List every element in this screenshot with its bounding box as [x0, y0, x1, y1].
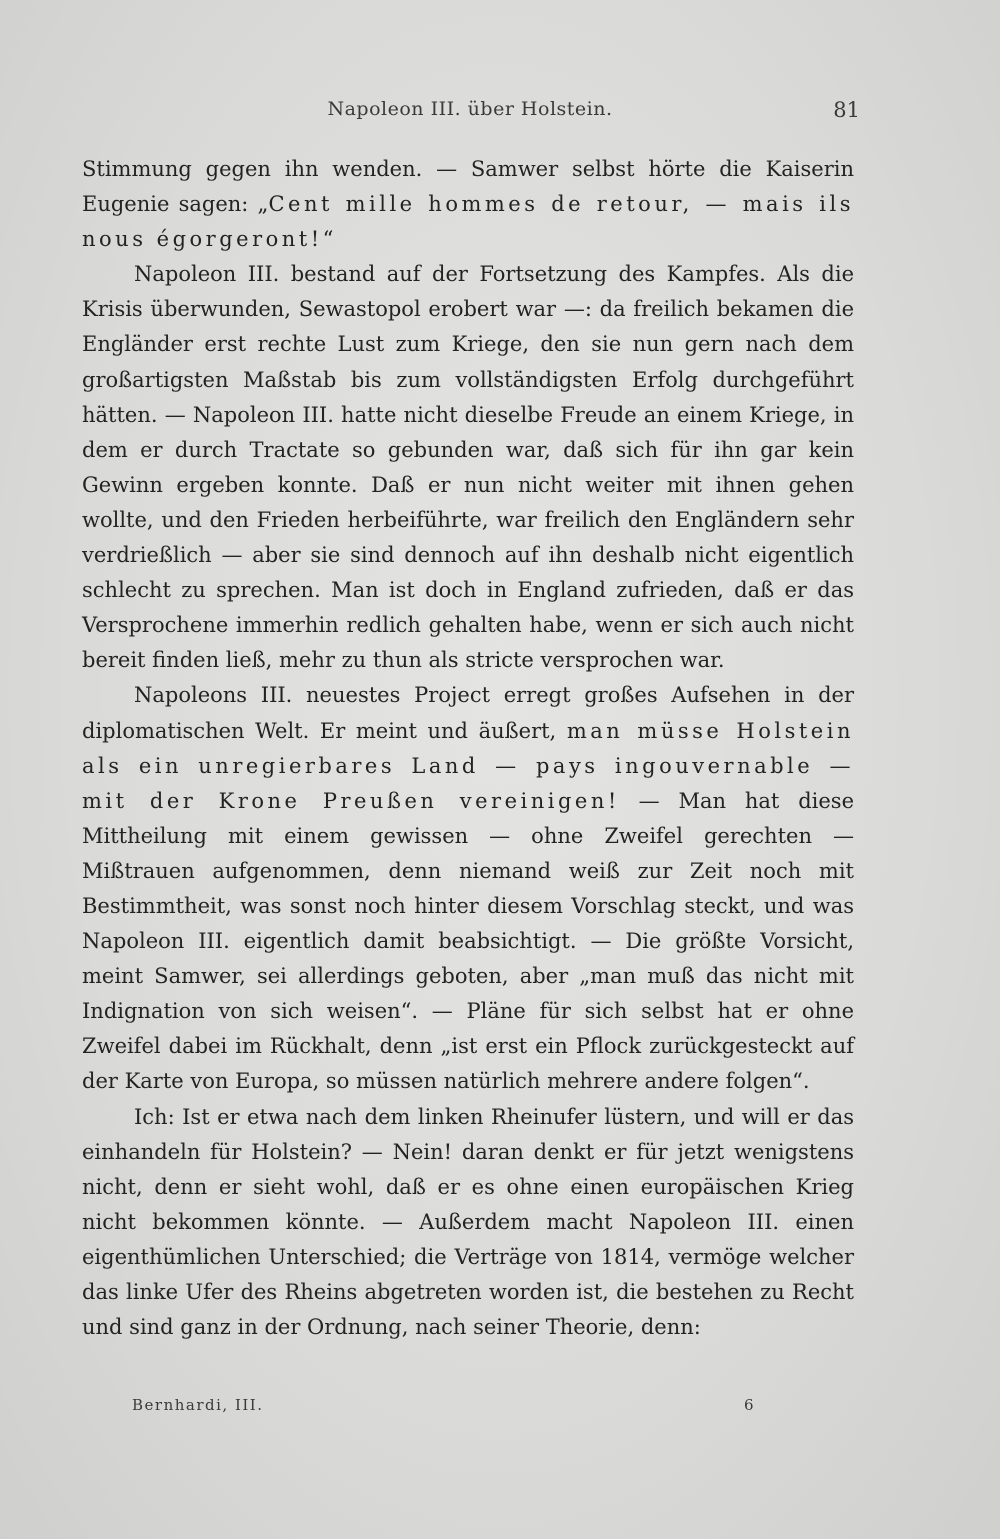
paragraph-3-segment-1: Napoleons III. neuestes Project erregt großes Aufsehen in der diplomatischen Welt. Er meint und äußert,: [82, 683, 854, 743]
running-title: Napoleon III. über Holstein.: [327, 98, 613, 120]
paragraph-3-segment-3: — Man hat diese Mittheilung mit einem gewissen — ohne Zweifel gerechten — Mißtrauen aufgenommen, denn niemand weiß zur Zeit noch mit Bestimmtheit, was sonst noch hinter diesem Vorschlag steckt, und was Napoleon III. eigentlich damit beabsichtigt. — Die größte Vorsicht, meint Samwer, sei allerdings geboten, aber „man muß das nicht mit Indignation von sich weisen“. — Pläne für sich selbst hat er ohne Zweifel dabei im Rückhalt, denn „ist erst ein Pflock zurückgesteckt auf der Karte von Europa, so müssen natürlich mehrere andere folgen“.: [82, 788, 854, 1094]
paragraph-4: [82, 1100, 854, 1346]
page-number: 81: [833, 98, 860, 122]
printer-signature: Bernhardi, III.: [132, 1396, 264, 1414]
sheet-number: 6: [744, 1396, 754, 1414]
paragraph-2: [82, 257, 854, 678]
page-footer: [132, 1396, 772, 1426]
body-text: [82, 152, 854, 1345]
paragraph-3: [82, 678, 854, 1099]
paragraph-2-segment-1: Napoleon III. bestand auf der Fortsetzung des Kampfes. Als die Krisis überwunden, Sewastopol erobert war —: da freilich bekamen die Engländer erst rechte Lust zum Kriege, den sie nun gern nach dem großartigsten Maßstab bis zum vollständigsten Erfolg durchgeführt hätten. — Napoleon III. hatte nicht dieselbe Freude an einem Kriege, in dem er durch Tractate so gebunden war, daß sich für ihn gar kein Gewinn ergeben konnte. Daß er nun nicht weiter mit ihnen gehen wollte, und den Frieden herbeiführte, war freilich den Engländern sehr verdrießlich — aber sie sind dennoch auf ihn deshalb nicht eigentlich schlecht zu sprechen. Man ist doch in England zufrieden, daß er das Versprochene immerhin redlich gehalten habe, wenn er sich auch nicht bereit finden ließ, mehr zu thun als stricte versprochen war.: [82, 262, 854, 673]
paragraph-1-segment-3: “: [322, 227, 334, 252]
paragraph-1-french-quote: Cent mille hommes de retour, — mais ils nous égorgeront!: [82, 192, 854, 252]
paragraph-1: [82, 152, 854, 257]
running-head: [90, 98, 860, 132]
paragraph-3-emphasis: man müsse Holstein als ein unregierbares Land — pays ingouvernable — mit der Krone Preußen vereinigen!: [82, 718, 854, 813]
paragraph-1-segment-1: Stimmung gegen ihn wenden. — Samwer selbst hörte die Kaiserin Eugenie sagen: „: [82, 157, 854, 217]
paragraph-4-segment-1: Ich: Ist er etwa nach dem linken Rheinufer lüstern, und will er das einhandeln für Holstein? — Nein! daran denkt er für jetzt wenigstens nicht, denn er sieht wohl, daß er es ohne einen europäischen Krieg nicht bekommen könnte. — Außerdem macht Napoleon III. einen eigenthümlichen Unterschied; die Verträge von 1814, vermöge welcher das linke Ufer des Rheins abgetreten worden ist, die bestehen zu Recht und sind ganz in der Ordnung, nach seiner Theorie, denn:: [82, 1104, 854, 1340]
